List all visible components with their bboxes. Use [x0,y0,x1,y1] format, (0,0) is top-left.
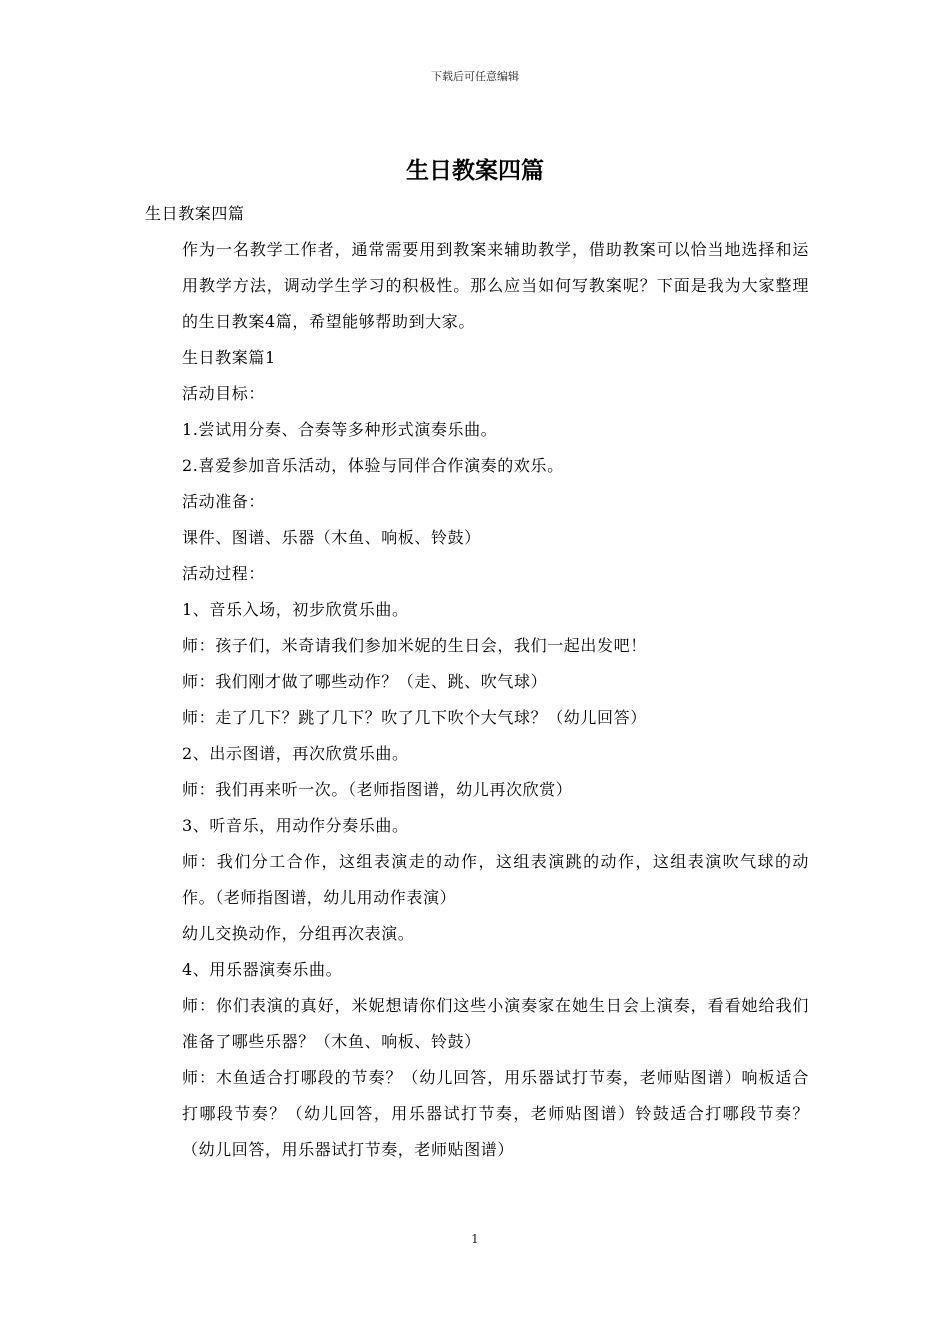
paragraph: 师：我们再来听一次。（老师指图谱，幼儿再次欣赏） [182,780,573,799]
paragraph: 师：我们刚才做了哪些动作？（走、跳、吹气球） [182,672,548,691]
paragraph: 1、音乐入场，初步欣赏乐曲。 [182,600,409,619]
subtitle-line: 生日教案四篇 [145,204,245,223]
document-body [145,196,809,1168]
paragraph: 3、听音乐，用动作分奏乐曲。 [182,816,409,835]
paragraph: 师：孩子们，米奇请我们参加米妮的生日会，我们一起出发吧！ [182,636,647,655]
page-header: 下载后可任意编辑 [431,70,519,83]
paragraph: 师：你们表演的真好，米妮想请你们这些小演奏家在她生日会上演奏，看看她给我们准备了哪些乐器？（木鱼、响板、铃鼓） [182,996,809,1051]
intro-paragraph: 作为一名教学工作者，通常需要用到教案来辅助教学，借助教案可以恰当地选择和运用教学方法，调动学生学习的积极性。那么应当如何写教案呢？下面是我为大家整理的生日教案4篇，希望能够帮助到大家。 [182,240,809,331]
paragraph: 师：木鱼适合打哪段的节奏？（幼儿回答，用乐器试打节奏，老师贴图谱）响板适合打哪段节奏？（幼儿回答，用乐器试打节奏，老师贴图谱）铃鼓适合打哪段节奏？（幼儿回答，用乐器试打节奏，老师贴图谱） [182,1068,809,1159]
paragraph: 幼儿交换动作，分组再次表演。 [182,924,415,943]
page-number: 1 [471,1232,479,1246]
document-title: 生日教案四篇 [406,158,544,184]
paragraph: 4、用乐器演奏乐曲。 [182,960,343,979]
paragraph: 课件、图谱、乐器（木鱼、响板、铃鼓） [182,528,481,547]
paragraph: 2、出示图谱，再次欣赏乐曲。 [182,744,409,763]
paragraph: 师：我们分工合作，这组表演走的动作，这组表演跳的动作，这组表演吹气球的动作。（老师指图谱，幼儿用动作表演） [182,852,809,907]
paragraph: 活动准备： [182,492,266,511]
paragraph: 1.尝试用分奏、合奏等多种形式演奏乐曲。 [182,420,498,439]
paragraph: 师：走了几下？跳了几下？吹了几下吹个大气球？（幼儿回答） [182,708,647,727]
paragraph: 活动过程： [182,564,266,583]
section-heading: 生日教案篇1 [182,348,276,367]
paragraph: 活动目标： [182,384,266,403]
paragraph: 2.喜爱参加音乐活动，体验与同伴合作演奏的欢乐。 [182,456,564,475]
